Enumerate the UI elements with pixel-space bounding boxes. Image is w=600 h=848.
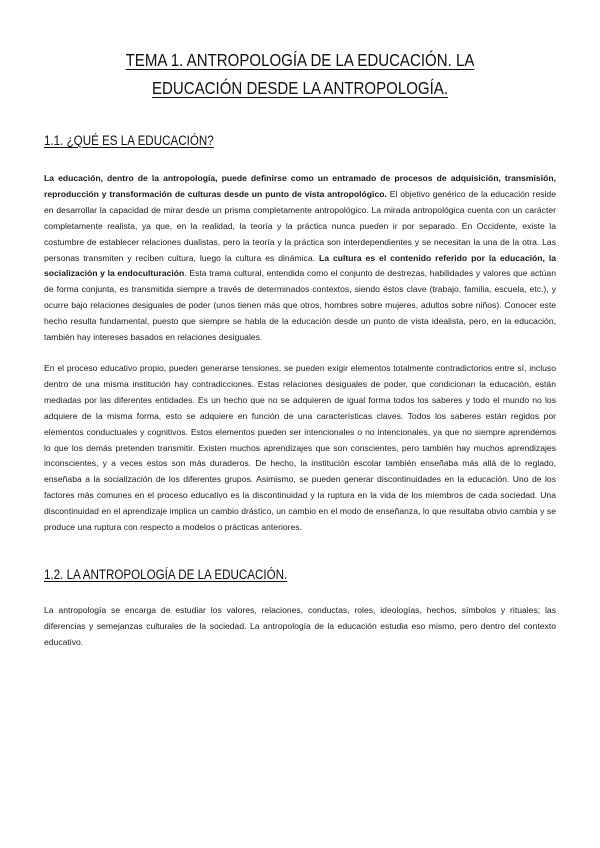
paragraph-text-a: El objetivo genérico de la educación reside en desarrollar la capacidad de mirar desde un prisma completamente antropológico. La mirada antropológica cuenta con un carácter completamente realista, ya que, en la realidad, la teoría y la práctica nunca pueden ir por separado. En Occidente, existe la costumbre de establecer relaciones dualistas, pero la teoría y la práctica son interdependientes y se necesitan la una de la otra. Las personas transmiten y reciben cultura, luego la cultura es dinámica. — [44, 188, 556, 263]
section-1-1-paragraph-2: En el proceso educativo propio, pueden generarse tensiones, se pueden exigir elementos totalmente contradictorios entre sí, incluso dentro de una misma institución hay contradicciones. Estas relaciones desiguales de poder, que condicionan la educación, están mediadas por las diferentes entidades. Es un hecho que no se adquieren de igual forma todos los saberes y todo el mundo no los adquiere de la misma forma, esto se adquiere en función de una características claves. Todos los saberes están regidos por elementos conductuales y cognitivos. Estos elementos pueden ser intencionales o no intencionales, ya que no siempre aprendemos lo que los demás pretenden transmitir. Existen muchos aprendizajes que son conscientes, pero también hay muchos aprendizajes inconscientes, y a veces estos son más duraderos. De hecho, la institución escolar también enseñaba más allá de lo reglado, enseñaba a la socialización de los diferentes grupos. Asimismo, se pueden generar discontinuidades en la educación. Uno de los factores más comunes en el proceso educativo es la discontinuidad y la ruptura en la vida de los miembros de cada sociedad. Una discontinuidad en el aprendizaje implica un cambio drástico, un cambio en el modo de enseñanza, lo que resultaba obvio cambia y se produce una ruptura con respecto a modelos o prácticas anteriores. — [44, 362, 556, 533]
section-1-2-paragraph-1: La antropología se encarga de estudiar los valores, relaciones, conductas, roles, ideologías, hechos, símbolos y rituales; las diferencias y semejanzas culturales de la sociedad. La antropología de la educación estudia eso mismo, pero dentro del contexto educativo. — [44, 604, 556, 647]
section-heading-1-2: 1.2. LA ANTROPOLOGÍA DE LA EDUCACIÓN. — [44, 566, 288, 582]
document-title: TEMA 1. ANTROPOLOGÍA DE LA EDUCACIÓN. LA EDUCACIÓN DESDE LA ANTROPOLOGÍA. — [125, 50, 475, 98]
paragraph-text-b: . Esta trama cultural, entendida como el conjunto de destrezas, habilidades y valores que actúan de forma conjunta, es transmitida siempre a través de determinados contextos, siendo éstos clave (trabajo, familia, escuela, etc.), y ocurre bajo relaciones desiguales de poder (unos tienen más que otros, hombres sobre mujeres, adultos sobre niños). Conocer este hecho resulta fundamental, puesto que siempre se habla de la educación desde un punto de vista idealista, pero, en la educación, también hay intereses basados en relaciones desiguales. — [44, 268, 556, 343]
paragraph-bold-intro: La educación, dentro de la antropología, puede definirse como un entramado de procesos de adquisición, transmisión, reproducción y transformación de culturas desde un punto de vista antropológico. — [44, 173, 556, 199]
section-heading-1-1: 1.1. ¿QUÉ ES LA EDUCACIÓN? — [44, 133, 214, 148]
section-1-1-paragraph-1 — [44, 171, 556, 346]
paragraph-bold-mid: La cultura es el contenido referido por la educación, la socialización y la endoculturación — [44, 252, 557, 279]
